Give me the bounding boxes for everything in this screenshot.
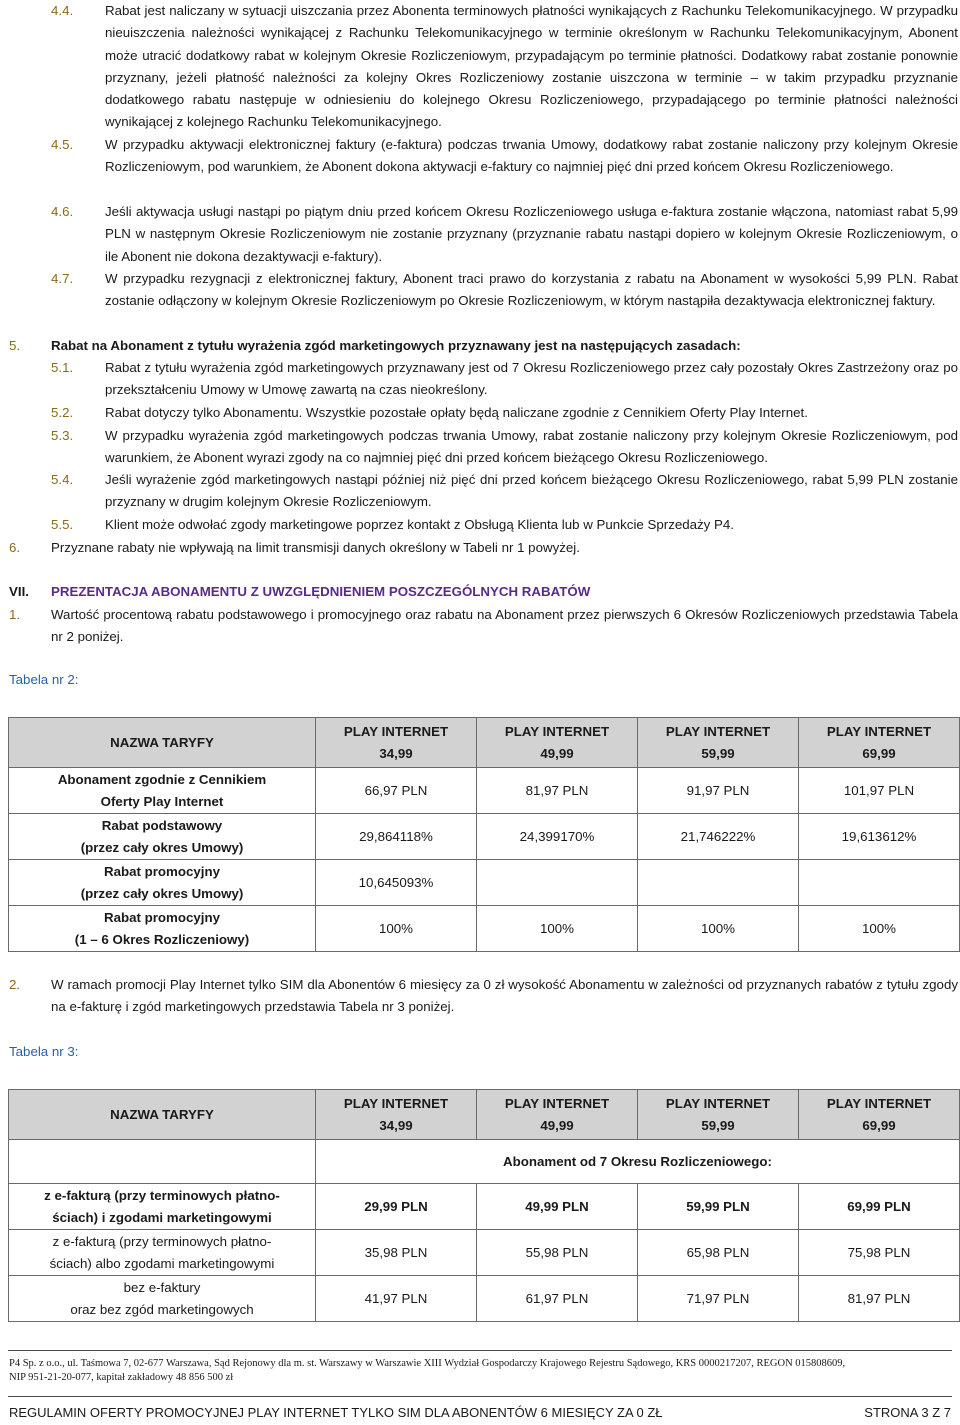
table-cell [638,860,799,906]
table-cell: 19,613612% [799,814,960,860]
table-caption: Tabela nr 3: [9,1044,79,1059]
column-header-price: 69,99 [862,745,896,761]
section-number: 4.4. [51,3,74,18]
table-cell: 55,98 PLN [477,1230,638,1276]
row-label [9,1184,316,1230]
row-label-line: z e-fakturą (przy terminowych płatno- [52,1233,272,1249]
column-header [638,718,799,768]
footer-divider [8,1396,952,1397]
empty-cell [9,1140,316,1184]
table-cell: 100% [799,906,960,952]
paragraph-5-5: Klient może odwołać zgody marketingowe poprzez kontakt z Obsługą Klienta lub w Punkcie Sprzedaży P4. [105,517,734,532]
table-cell: 35,98 PLN [316,1230,477,1276]
table-cell: 75,98 PLN [799,1230,960,1276]
row-label-line: (przez cały okres Umowy) [80,839,244,855]
table-cell: 61,97 PLN [477,1276,638,1322]
table-cell: 91,97 PLN [638,768,799,814]
paragraph-5-4: Jeśli wyrażenie zgód marketingowych nastąpi później niż pięć dni przed końcem bieżącego Okresu Rozliczeniowego, rabat 5,99 PLN zostanie przyznany w drugim kolejnym Okresie Rozliczeniowym. [105,472,958,510]
row-label [9,1230,316,1276]
section-number: 4.6. [51,204,74,219]
table-cell: 10,645093% [316,860,477,906]
row-label-line: (przez cały okres Umowy) [80,885,244,901]
tariff-table-2 [8,717,960,952]
row-label-line: Rabat promocyjny [103,863,220,879]
section-number: 4.5. [51,137,74,152]
table-cell: 100% [316,906,477,952]
column-header [316,718,477,768]
column-header [799,1090,960,1140]
column-header-line: PLAY INTERNET [343,1095,449,1111]
table-header-row [9,718,960,768]
column-header-line: PLAY INTERNET [504,723,610,739]
row-label [9,860,316,906]
table-cell: 100% [477,906,638,952]
paragraph-4-4: Rabat jest naliczany w sytuacji uiszczania przez Abonenta terminowych płatności wynikających z Rachunku Telekomunikacyjnego. W przypadku nieuiszczenia należności wynikającej z Rachunku Telekomunikacyjnego w terminie określonym w Rachunku Telekomunikacyjnym, Abonent może utracić dodatkowy rabat w kolejnym Okresie Rozliczeniowym, przypadającym po terminie płatności. Dodatkowy rabat zostanie ponownie przyznany, jeżeli płatność należności za kolejny Okres Rozliczeniowy zostanie uiszczona w terminie – w takim przypadku przyznanie dodatkowego rabatu następuje w odniesieniu do kolejnego Okresu Rozliczeniowego, przypadającego po terminie płatności należności wynikającej z kolejnego Rachunku Telekomunikacyjnego. [105,3,958,130]
column-header-line: PLAY INTERNET [504,1095,610,1111]
section-number: 5.3. [51,428,74,443]
table-cell: 69,99 PLN [799,1184,960,1230]
table-cell: 65,98 PLN [638,1230,799,1276]
table-cell: 29,864118% [316,814,477,860]
paragraph-6: Przyznane rabaty nie wpływają na limit transmisji danych określony w Tabeli nr 1 powyżej. [51,540,580,555]
row-label [9,768,316,814]
row-label-line: bez e-faktury [123,1279,201,1295]
table-row [9,1276,960,1322]
column-header-line: PLAY INTERNET [343,723,449,739]
table-subheader: Abonament od 7 Okresu Rozliczeniowego: [316,1140,960,1184]
table-row [9,1230,960,1276]
column-header [799,718,960,768]
table-row [9,860,960,906]
document-title: REGULAMIN OFERTY PROMOCYJNEJ PLAY INTERNET TYLKO SIM DLA ABONENTÓW 6 MIESIĘCY ZA 0 ZŁ [9,1405,663,1420]
row-label [9,906,316,952]
paragraph-vii-2: W ramach promocji Play Internet tylko SIM dla Abonentów 6 miesięcy za 0 zł wysokość Abonamentu w zależności od przyznanych rabatów z tytułu zgody na e-fakturę i zgód marketingowych przedstawia Tabela nr 3 poniżej. [51,977,958,1015]
column-header [316,1090,477,1140]
column-header-line: PLAY INTERNET [665,723,771,739]
heading-5: Rabat na Abonament z tytułu wyrażenia zgód marketingowych przyznawany jest na następujących zasadach: [51,338,741,353]
table-cell: 41,97 PLN [316,1276,477,1322]
column-header: NAZWA TARYFY [9,718,316,768]
row-label-line: Oferty Play Internet [100,793,224,809]
paragraph-vii-1: Wartość procentową rabatu podstawowego i promocyjnego oraz rabatu na Abonament przez pierwszych 6 Okresów Rozliczeniowych przedstawia Tabela nr 2 poniżej. [51,607,958,645]
table-cell: 21,746222% [638,814,799,860]
section-number: 5.2. [51,405,74,420]
column-header-price: 59,99 [701,1117,735,1133]
column-header-price: 49,99 [540,745,574,761]
footer-divider [8,1350,952,1351]
column-header [477,1090,638,1140]
column-header [477,718,638,768]
table-cell: 59,99 PLN [638,1184,799,1230]
table-cell: 24,399170% [477,814,638,860]
table-cell: 81,97 PLN [799,1276,960,1322]
row-label-line: Abonament zgodnie z Cennikiem [57,771,267,787]
section-number: 2. [9,977,21,992]
column-header-price: 49,99 [540,1117,574,1133]
table-subheader-row [9,1140,960,1184]
tariff-table-3 [8,1089,960,1322]
column-header-line: PLAY INTERNET [826,723,932,739]
section-number: 5.1. [51,360,74,375]
section-number: 5.5. [51,517,74,532]
table-cell: 100% [638,906,799,952]
table-cell: 71,97 PLN [638,1276,799,1322]
chapter-title: PREZENTACJA ABONAMENTU Z UWZGLĘDNIENIEM POSZCZEGÓLNYCH RABATÓW [51,584,591,599]
table-cell: 81,97 PLN [477,768,638,814]
column-header-price: 34,99 [379,1117,413,1133]
paragraph-5-3: W przypadku wyrażenia zgód marketingowych podczas trwania Umowy, rabat zostanie naliczony przy kolejnym Okresie Rozliczeniowym, pod warunkiem, że Abonent wyrazi zgody na co najmniej pięć dni przed końcem bieżącego Okresu Rozliczeniowego. [105,428,958,466]
table-row [9,906,960,952]
table-cell: 66,97 PLN [316,768,477,814]
column-header-price: 34,99 [379,745,413,761]
table-header-row [9,1090,960,1140]
row-label-line: ściach) albo zgodami marketingowymi [49,1255,275,1271]
column-header-line: PLAY INTERNET [826,1095,932,1111]
paragraph-5-1: Rabat z tytułu wyrażenia zgód marketingowych przyznawany jest od 7 Okresu Rozliczeniowego przez cały pozostały Okres Zastrzeżony oraz po przekształceniu Umowy w Umowę zawartą na czas nieokreślony. [105,360,958,398]
row-label-line: z e-fakturą (przy terminowych płatno- [44,1187,280,1203]
section-number: 5. [9,338,21,353]
table-cell [799,860,960,906]
row-label-line: Rabat promocyjny [103,909,220,925]
row-label-line: Rabat podstawowy [101,817,223,833]
company-info-line: NIP 951-21-20-077, kapitał zakładowy 48 856 500 zł [9,1372,234,1383]
section-number: 1. [9,607,21,622]
column-header: NAZWA TARYFY [9,1090,316,1140]
paragraph-4-7: W przypadku rezygnacji z elektronicznej faktury, Abonent traci prawo do korzystania z rabatu na Abonament w wysokości 5,99 PLN. Rabat zostanie odłączony w kolejnym Okresie Rozliczeniowym po Okresie Rozliczeniowym, w którym nastąpiła dezaktywacja elektronicznej faktury. [105,271,958,309]
column-header-price: 59,99 [701,745,735,761]
table-cell: 101,97 PLN [799,768,960,814]
column-header-price: 69,99 [862,1117,896,1133]
row-label-line: ściach) i zgodami marketingowymi [52,1209,272,1225]
company-info [9,1357,954,1385]
table-cell [477,860,638,906]
row-label-line: oraz bez zgód marketingowych [70,1301,254,1317]
paragraph-5-2: Rabat dotyczy tylko Abonamentu. Wszystkie pozostałe opłaty będą naliczane zgodnie z Cennikiem Oferty Play Internet. [105,405,808,420]
section-number: 5.4. [51,472,74,487]
paragraph-4-6: Jeśli aktywacja usługi nastąpi po piątym dniu przed końcem Okresu Rozliczeniowego usługa e-faktura zostanie włączona, natomiast rabat 5,99 PLN w następnym Okresie Rozliczeniowym nie zostanie przyznany (przyznanie rabatu nastąpi dopiero w kolejnym Okresie Rozliczeniowym, o ile Abonent nie dokona dezaktywacji e-faktury). [105,204,958,264]
table-cell: 49,99 PLN [477,1184,638,1230]
company-info-line: P4 Sp. z o.o., ul. Taśmowa 7, 02-677 Warszawa, Sąd Rejonowy dla m. st. Warszawy w Warszawie XIII Wydział Gospodarczy Krajowego Rejestru Sądowego, KRS 0000217207, REGON 015808609, [9,1358,846,1369]
column-header-line: PLAY INTERNET [665,1095,771,1111]
table-caption: Tabela nr 2: [9,672,79,687]
table-row [9,814,960,860]
page-number: STRONA 3 Z 7 [864,1405,951,1420]
row-label [9,1276,316,1322]
row-label-line: (1 – 6 Okres Rozliczeniowy) [74,931,250,947]
paragraph-4-5: W przypadku aktywacji elektronicznej faktury (e-faktura) podczas trwania Umowy, dodatkowy rabat zostanie naliczony przy kolejnym Okresie Rozliczeniowym, pod warunkiem, że Abonent dokona aktywacji e-faktury co najmniej pięć dni przed końcem Okresu Rozliczeniowego. [105,137,958,175]
table-cell: 29,99 PLN [316,1184,477,1230]
section-number: 6. [9,540,21,555]
table-row [9,1184,960,1230]
row-label [9,814,316,860]
table-row [9,768,960,814]
column-header [638,1090,799,1140]
chapter-number: VII. [9,584,29,599]
section-number: 4.7. [51,271,74,286]
